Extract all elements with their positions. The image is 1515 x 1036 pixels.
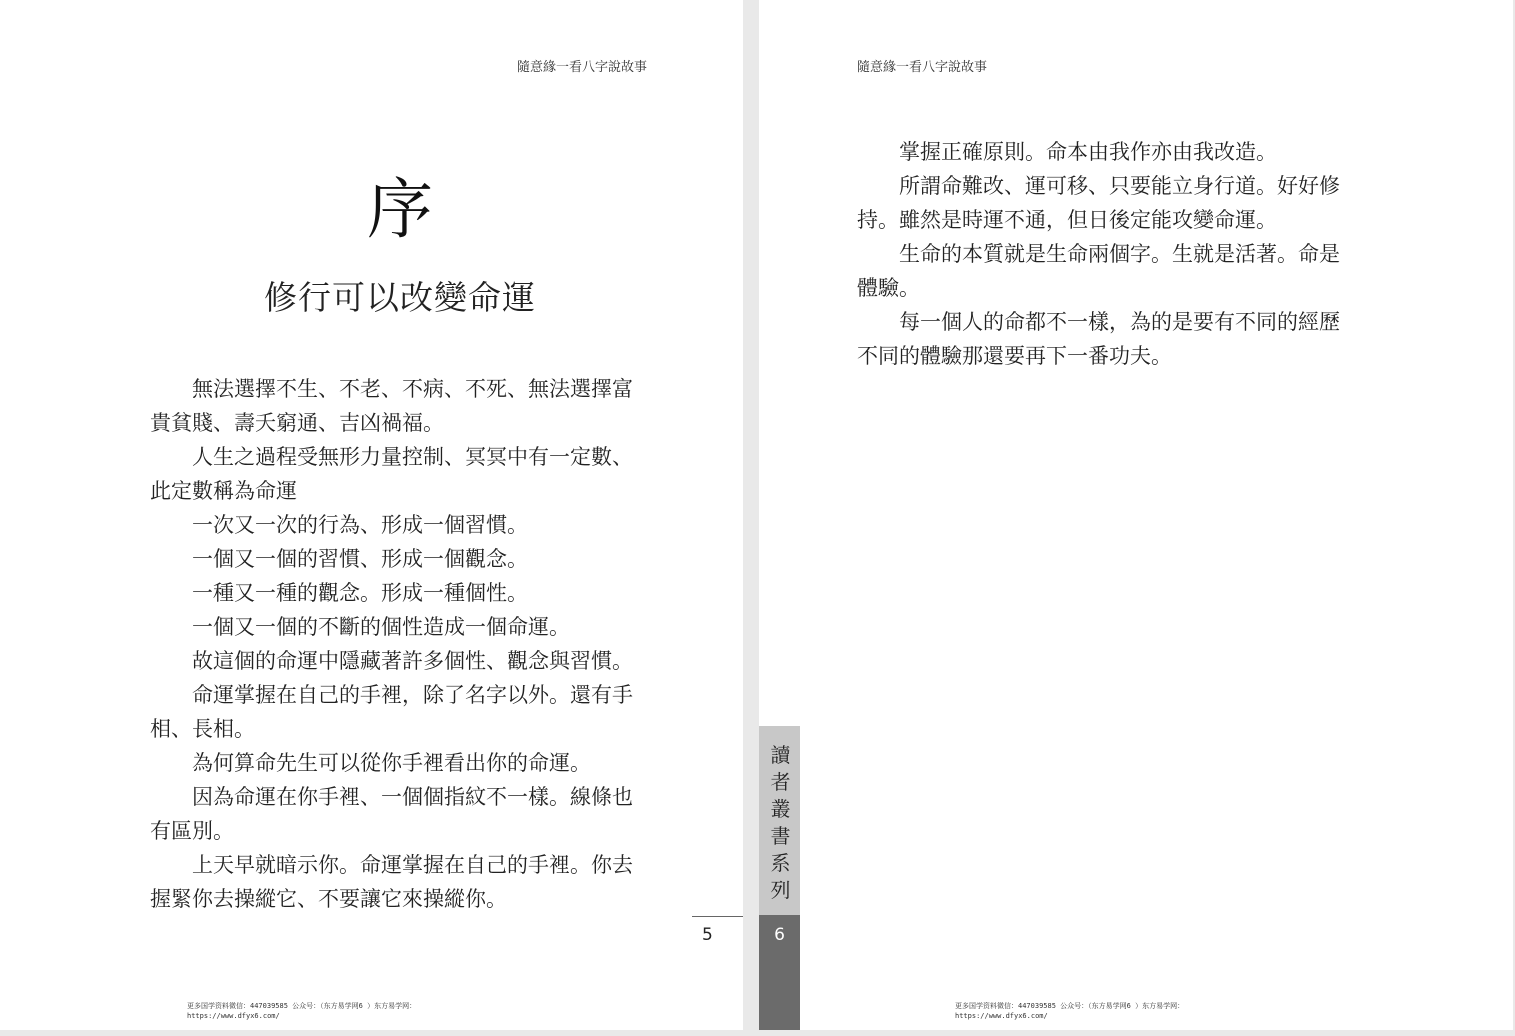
page-number-rule	[692, 916, 743, 917]
paragraph: 上天早就暗示你。命運掌握在自己的手裡。你去握緊你去操縱它、不要讓它來操縱你。	[150, 853, 633, 911]
paragraph: 一個又一個的不斷的個性造成一個命運。	[192, 615, 570, 639]
running-header: 隨意緣一看八字說故事	[857, 60, 988, 75]
paragraph: 每一個人的命都不一樣，為的是要有不同的經歷不同的體驗那還要再下一番功夫。	[857, 310, 1340, 368]
paragraph: 人生之過程受無形力量控制、冥冥中有一定數、此定數稱為命運	[150, 445, 633, 503]
footer-note	[955, 1001, 1275, 1021]
paragraph: 所謂命難改、運可移、只要能立身行道。好好修持。雖然是時運不通，但日後定能攻變命運。	[857, 174, 1340, 232]
running-header: 隨意緣一看八字說故事	[516, 60, 647, 75]
paragraph: 為何算命先生可以從你手裡看出你的命運。	[192, 751, 591, 775]
footer-line: 更多国学资料微信：447039585 公众号：（东方易学网6 ）东方易学网：	[187, 1002, 417, 1010]
body-text	[857, 135, 1355, 373]
paragraph: 一次又一次的行為、形成一個習慣。	[192, 513, 528, 537]
right-page	[759, 0, 1513, 1030]
paragraph: 生命的本質就是生命兩個字。生就是活著。命是體驗。	[857, 242, 1340, 300]
chapter-heading-glyph: 序	[367, 171, 433, 248]
page-number: 5	[702, 925, 713, 945]
paragraph: 故這個的命運中隱藏著許多個性、觀念與習慣。	[192, 649, 633, 673]
footer-url: https://www.dfyx6.com/	[187, 1012, 280, 1020]
paragraph: 掌握正確原則。命本由我作亦由我改造。	[899, 140, 1277, 164]
page-number-block	[759, 915, 800, 1030]
page-number: 6	[774, 925, 785, 945]
paragraph: 因為命運在你手裡、一個個指紋不一樣。線條也有區別。	[150, 785, 633, 843]
chapter-title: 修行可以改變命運	[264, 278, 536, 317]
footer-note	[187, 1001, 507, 1021]
paragraph: 一個又一個的習慣、形成一個觀念。	[192, 547, 528, 571]
left-page	[0, 0, 743, 1030]
footer-line: 更多国学资料微信：447039585 公众号：（东方易学网6 ）东方易学网：	[955, 1002, 1185, 1010]
series-tab	[759, 726, 800, 915]
body-text	[150, 372, 648, 916]
series-tab-label: 讀者叢書系列	[770, 743, 791, 902]
footer-url: https://www.dfyx6.com/	[955, 1012, 1048, 1020]
paragraph: 命運掌握在自己的手裡，除了名字以外。還有手相、長相。	[150, 683, 633, 741]
paragraph: 無法選擇不生、不老、不病、不死、無法選擇富貴貧賤、壽夭窮通、吉凶禍福。	[150, 377, 633, 435]
paragraph: 一種又一種的觀念。形成一種個性。	[192, 581, 528, 605]
